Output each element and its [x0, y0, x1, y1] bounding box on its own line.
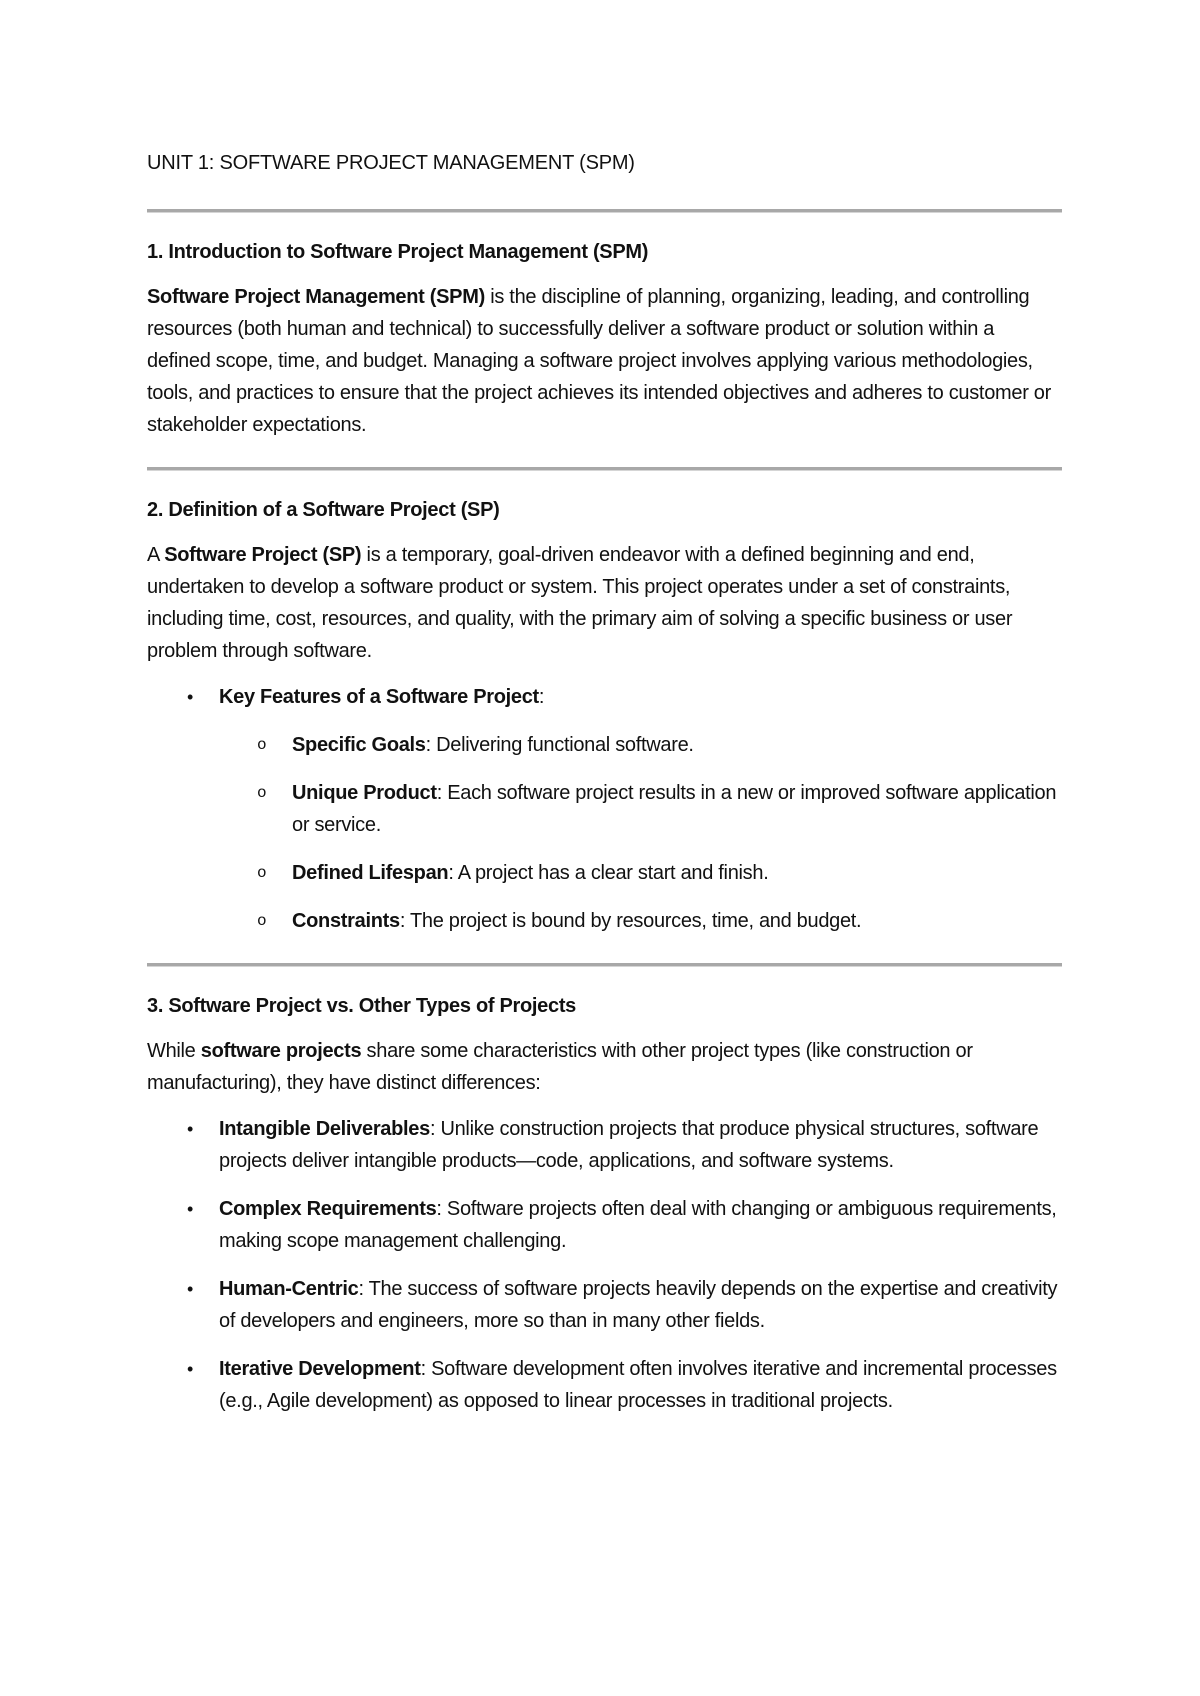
list-colon: :: [538, 686, 545, 708]
list-text: : Software development often involves iterative and incremental processes (e.g., Agile development) as opposed to linear processes in traditional projects.: [219, 1358, 1057, 1412]
horizontal-rule: [147, 467, 1062, 471]
bullet-icon: •: [187, 1119, 194, 1139]
list-term: Intangible Deliverables: [219, 1118, 430, 1140]
list-item: [147, 1353, 1062, 1417]
bullet-icon: •: [187, 687, 194, 707]
list-text: : Unlike construction projects that produce physical structures, software projects deliver intangible products—code, applications, and software systems.: [219, 1118, 1039, 1172]
sub-list-item: [147, 857, 1062, 889]
section-introduction: [147, 237, 1062, 441]
paragraph-text: is the discipline of planning, organizing, leading, and controlling resources (both human and technical) to successfully deliver a software product or solution within a defined scope, time, and budget. Managing a software project involves applying various methodologies, tools, and practices to ensure that the project achieves its intended objectives and adheres to customer or stakeholder expectations.: [147, 286, 1051, 436]
horizontal-rule: [147, 963, 1062, 967]
list-item: [147, 1193, 1062, 1257]
section-definition: [147, 495, 1062, 937]
document-page: [147, 148, 1062, 1433]
list-term: Specific Goals: [292, 734, 426, 756]
features-list: [147, 681, 1062, 937]
list-term: Constraints: [292, 910, 400, 932]
list-item: [147, 681, 1062, 713]
definition-paragraph: [147, 539, 1062, 667]
section-heading: 2. Definition of a Software Project (SP): [147, 499, 500, 521]
comparison-paragraph: [147, 1035, 1062, 1099]
section-comparison: [147, 991, 1062, 1417]
circle-bullet-icon: o: [257, 784, 267, 802]
section-heading: 1. Introduction to Software Project Management (SPM): [147, 241, 649, 263]
bold-term: Software Project Management (SPM): [147, 286, 485, 308]
horizontal-rule: [147, 209, 1062, 213]
bullet-icon: •: [187, 1199, 194, 1219]
sub-list-item: [147, 905, 1062, 937]
list-text: : The success of software projects heavily depends on the expertise and creativity of developers and engineers, more so than in many other fields.: [219, 1278, 1058, 1332]
list-term: Unique Product: [292, 782, 437, 804]
bullet-icon: •: [187, 1359, 194, 1379]
list-term: Key Features of a Software Project: [219, 686, 539, 708]
sub-list-item: [147, 729, 1062, 761]
paragraph-text: share some characteristics with other project types (like construction or manufacturing), they have distinct differences:: [147, 1040, 973, 1094]
unit-title: UNIT 1: SOFTWARE PROJECT MANAGEMENT (SPM): [147, 152, 635, 174]
bold-term: software projects: [200, 1040, 362, 1062]
intro-paragraph: [147, 281, 1062, 441]
list-text: : Software projects often deal with changing or ambiguous requirements, making scope management challenging.: [219, 1198, 1057, 1252]
list-item: [147, 1273, 1062, 1337]
section-heading: 3. Software Project vs. Other Types of Projects: [147, 995, 577, 1017]
list-term: Human-Centric: [219, 1278, 359, 1300]
list-term: Complex Requirements: [219, 1198, 437, 1220]
list-term: Iterative Development: [219, 1358, 421, 1380]
circle-bullet-icon: o: [257, 864, 267, 882]
paragraph-text: is a temporary, goal-driven endeavor with a defined beginning and end, undertaken to develop a software product or system. This project operates under a set of constraints, including time, cost, resources, and quality, with the primary aim of solving a specific business or user problem through software.: [147, 544, 1013, 662]
list-text: : Delivering functional software.: [425, 734, 694, 756]
circle-bullet-icon: o: [257, 912, 267, 930]
paragraph-prefix: A: [147, 544, 165, 566]
differences-list: [147, 1113, 1062, 1417]
paragraph-prefix: While: [147, 1040, 201, 1062]
list-item: [147, 1113, 1062, 1177]
sub-list-item: [147, 777, 1062, 841]
list-text: : Each software project results in a new or improved software application or service.: [292, 782, 1057, 836]
list-term: Defined Lifespan: [292, 862, 449, 884]
list-text: : A project has a clear start and finish.: [448, 862, 769, 884]
list-text: : The project is bound by resources, time, and budget.: [399, 910, 862, 932]
bold-term: Software Project (SP): [164, 544, 362, 566]
circle-bullet-icon: o: [257, 736, 267, 754]
bullet-icon: •: [187, 1279, 194, 1299]
